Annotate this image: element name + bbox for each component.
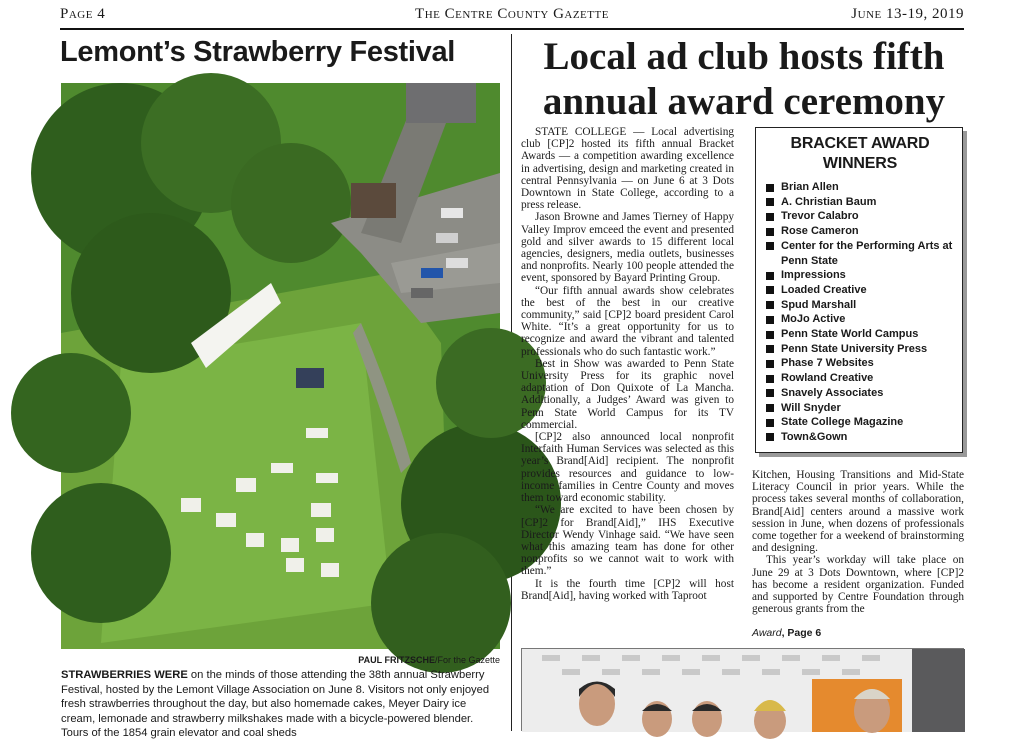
- jump-page: , Page 6: [781, 627, 822, 639]
- issue-date: June 13-19, 2019: [851, 6, 964, 22]
- winner-item: Will Snyder: [766, 401, 954, 416]
- article-paragraph: “Our fifth annual awards show celebrates the best of the best in our creative community,” said [CP]2 board president Carol White. “It’s a great opportunity for us to recognize and award the vibrant and talented professionals who do such fantastic work.”: [521, 284, 734, 358]
- jump-word: Award: [752, 627, 782, 639]
- winner-item: Rose Cameron: [766, 224, 954, 239]
- award-ceremony-photo: [521, 648, 964, 731]
- winner-item: Center for the Performing Arts at Penn State: [766, 239, 954, 268]
- photo-credit-suffix: /For the Gazette: [434, 655, 500, 665]
- ceremony-photo-image: [522, 649, 965, 732]
- page-number: Page 4: [60, 6, 106, 22]
- article-paragraph: Jason Browne and James Tierney of Happy Valley Improv emceed the event and presented gold and silver awards to 15 different local agencies, designers, media outlets, businesses and nonprofits. Nearly 100 people attended the event, sponsored by Bayard Printing Group.: [521, 211, 734, 285]
- article-column-2: [752, 469, 964, 615]
- ad-club-headline: Local ad club hosts fifth annual award ceremony: [542, 35, 946, 123]
- aerial-photo-image: [61, 83, 500, 649]
- article-paragraph: [CP]2 also announced local nonprofit Interfaith Human Services was selected as this year’s Brand[Aid] recipient. The nonprofit provides resources and guidance to low-income families in Centre County and moves them toward economic stability.: [521, 431, 734, 505]
- winner-item: Penn State University Press: [766, 342, 954, 357]
- winner-item: Penn State World Campus: [766, 327, 954, 342]
- winners-list: [766, 180, 954, 445]
- photographer-name: PAUL FRITZSCHE: [358, 655, 435, 665]
- winner-item: Loaded Creative: [766, 283, 954, 298]
- winner-item: Town&Gown: [766, 430, 954, 445]
- continued-jump-line: [752, 627, 821, 639]
- article-column-1: [521, 126, 734, 602]
- article-paragraph: Kitchen, Housing Transitions and Mid-State Literacy Council in prior years. While the process takes several months of collaboration, Brand[Aid] centers around a massive work session in June, when dozens of professionals come together for a weekend of brainstorming and designing.: [752, 469, 964, 555]
- winner-item: Brian Allen: [766, 180, 954, 195]
- winner-item: Phase 7 Websites: [766, 356, 954, 371]
- winner-item: Impressions: [766, 268, 954, 283]
- winner-item: Snavely Associates: [766, 386, 954, 401]
- photo-caption: [61, 668, 500, 741]
- article-paragraph: It is the fourth time [CP]2 will host Brand[Aid], having worked with Taproot: [521, 577, 734, 602]
- winner-item: A. Christian Baum: [766, 195, 954, 210]
- winner-item: Spud Marshall: [766, 298, 954, 313]
- winner-item: Trevor Calabro: [766, 209, 954, 224]
- festival-headline: Lemont’s Strawberry Festival: [60, 36, 456, 68]
- winner-item: Rowland Creative: [766, 371, 954, 386]
- winner-item: State College Magazine: [766, 415, 954, 430]
- winner-item: MoJo Active: [766, 312, 954, 327]
- article-paragraph: “We are excited to have been chosen by [CP]2 for Brand[Aid],” IHS Executive Director Wendy Vinhage said. “We have seen what this amazing team has done for other nonprofits so we cannot wait to work with them.”: [521, 504, 734, 578]
- article-paragraph: Best in Show was awarded to Penn State University Press for its graphic novel adaptation of Don Quixote of La Mancha. Additionally, a Judges’ Award was given to Penn State World Campus for its TV commercial.: [521, 357, 734, 431]
- photo-credit: [61, 655, 500, 665]
- page-header: [60, 6, 964, 26]
- winners-title: BRACKET AWARD WINNERS: [790, 135, 930, 172]
- header-rule: [60, 28, 964, 30]
- newspaper-name: The Centre County Gazette: [415, 6, 609, 22]
- article-paragraph: This year’s workday will take place on June 29 at 3 Dots Downtown, where [CP]2 has become a resident organization. Funded and supported by Centre Foundation through generous grants from the: [752, 554, 964, 616]
- article-paragraph: STATE COLLEGE — Local advertising club [CP]2 hosted its fifth annual Bracket Awards — a competition awarding excellence in advertising, design and marketing created in central Pennsylvania — on June 6 at 3 Dots Downtown in State College, according to a press release.: [521, 126, 734, 212]
- caption-body: on the minds of those attending the 38th annual Strawberry Festival, hosted by the Lemont Village Association on June 8. Visitors not only enjoyed fresh strawberries throughout the day, but also homemade cakes, Meyer Dairy ice cream, lemonade and strawberry milkshakes made with a bicycle-powered blender. Tours of the 1854 grain elevator and coal sheds: [61, 669, 490, 740]
- caption-lead: STRAWBERRIES WERE: [61, 669, 188, 681]
- festival-aerial-photo: [61, 83, 500, 649]
- winners-box: [755, 127, 963, 453]
